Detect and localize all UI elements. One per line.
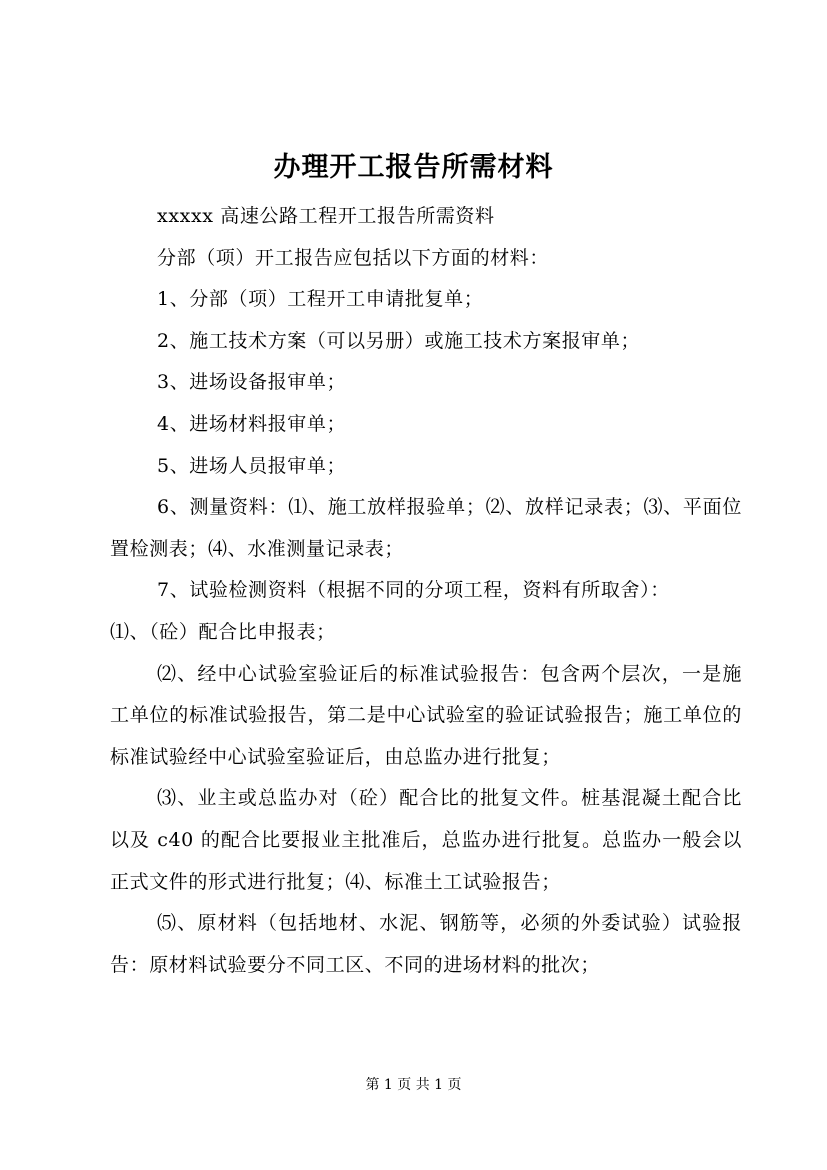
sub-item-1: ⑴、（砼）配合比申报表； <box>110 620 336 643</box>
sub-item-5: ⑸、原材料（包括地材、水泥、钢筋等，必须的外委试验）试验报告：原材料试验要分不同工区、不同的进场材料的批次； <box>110 912 742 976</box>
list-item-5: 5、进场人员报审单； <box>157 454 347 477</box>
paragraph-intro: 分部（项）开工报告应包括以下方面的材料： <box>157 246 550 269</box>
list-item-1: 1、分部（项）工程开工申请批复单； <box>157 288 484 311</box>
paragraph-subtitle: xxxxx 高速公路工程开工报告所需资料 <box>157 205 495 227</box>
list-item-7: 7、试验检测资料（根据不同的分项工程，资料有所取舍）： <box>157 579 670 602</box>
list-item-2: 2、施工技术方案（可以另册）或施工技术方案报审单； <box>157 329 641 352</box>
sub-item-3-4: ⑶、业主或总监办对（砼）配合比的批复文件。桩基混凝土配合比以及 c40 的配合比要报业主批准后，总监办进行批复。总监办一般会以正式文件的形式进行批复；⑷、标准土工试验报告； <box>110 787 742 893</box>
list-item-6: 6、测量资料：⑴、施工放样报验单；⑵、放样记录表；⑶、平面位置检测表；⑷、水准测量记录表； <box>110 496 742 560</box>
list-item-4: 4、进场材料报审单； <box>157 412 347 435</box>
document-title: 办理开工报告所需材料 <box>273 152 554 183</box>
list-item-3: 3、进场设备报审单； <box>157 371 347 394</box>
document-body <box>110 196 742 986</box>
sub-item-2: ⑵、经中心试验室验证后的标准试验报告：包含两个层次，一是施工单位的标准试验报告，第二是中心试验室的验证试验报告；施工单位的标准试验经中心试验室验证后，由总监办进行批复； <box>110 662 742 768</box>
page-footer: 第 1 页 共 1 页 <box>365 1077 462 1093</box>
